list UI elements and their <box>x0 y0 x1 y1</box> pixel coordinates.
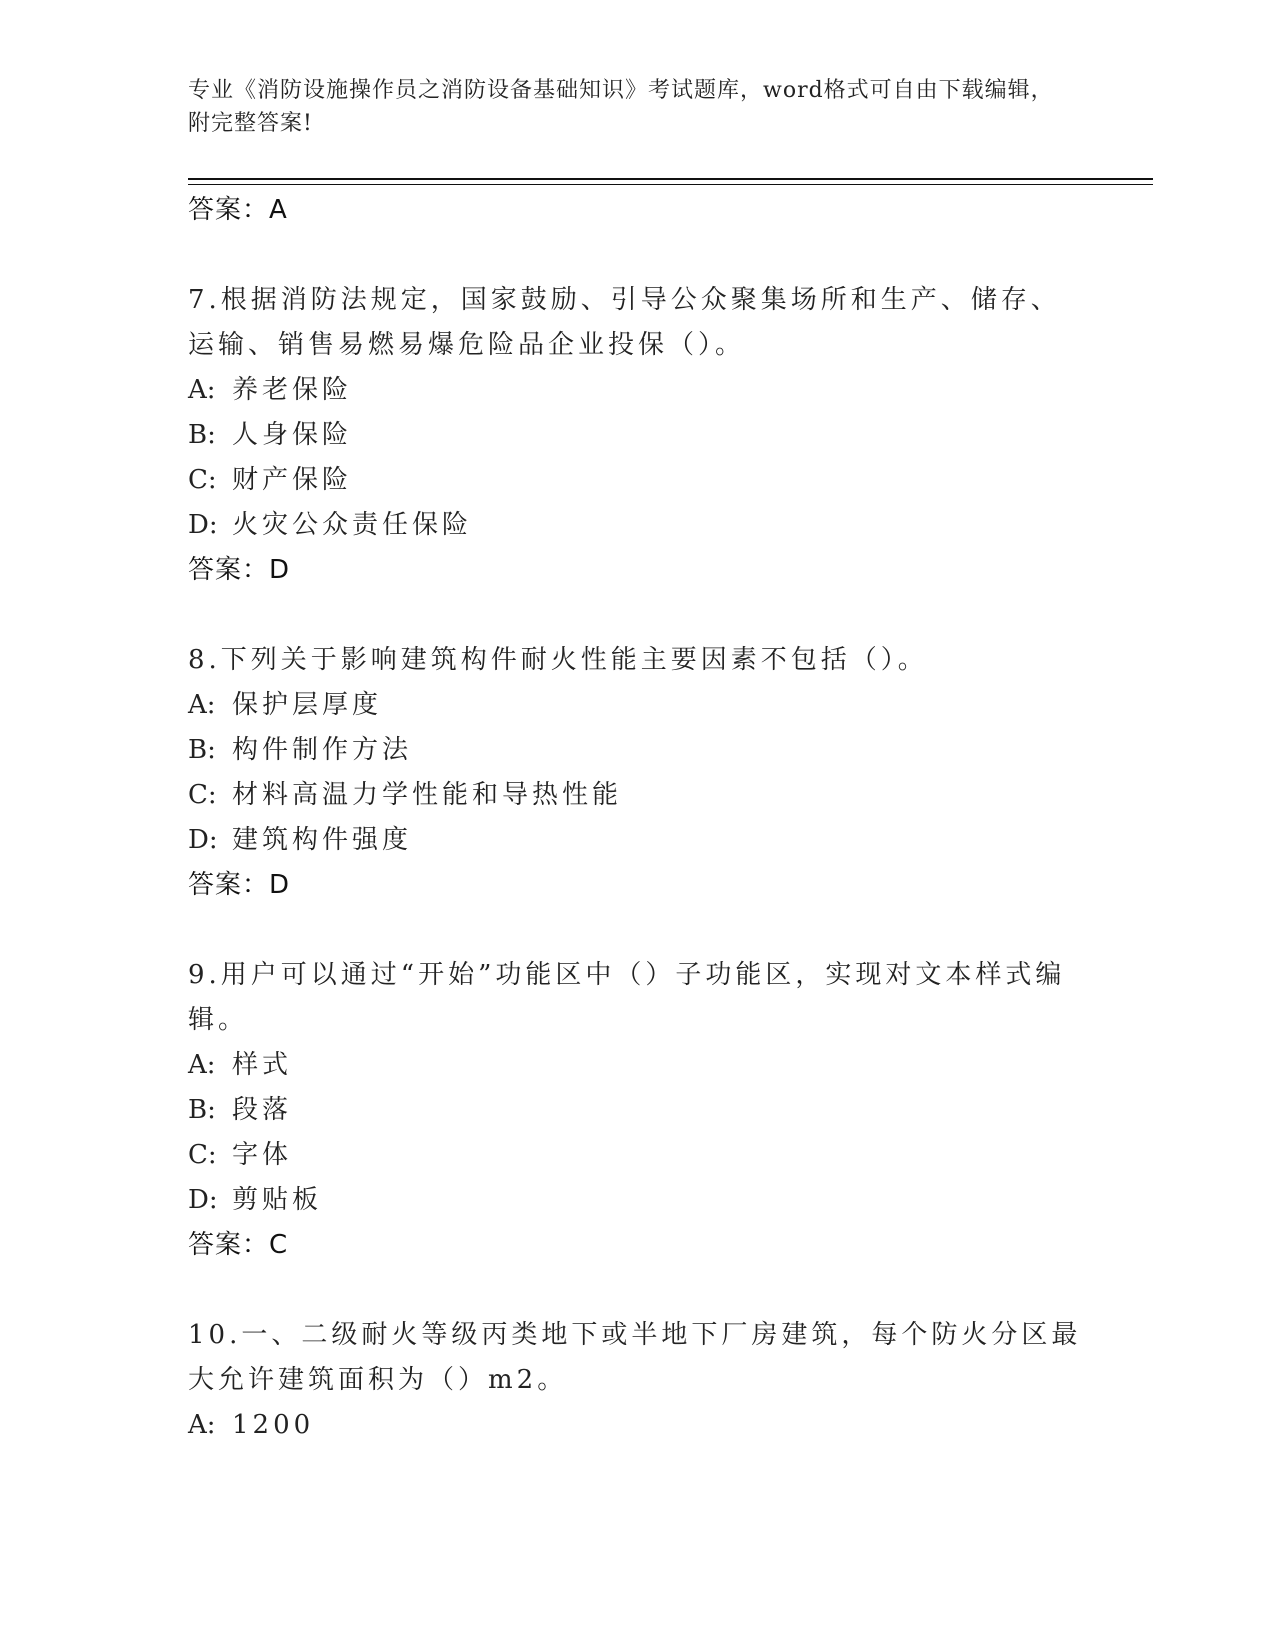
option-a <box>188 1043 1088 1088</box>
option-text: 样式 <box>232 1050 293 1080</box>
header-divider-thin <box>188 184 1153 185</box>
option-a <box>188 1403 1088 1448</box>
page-header-text: 专业《消防设施操作员之消防设备基础知识》考试题库，word格式可自由下载编辑，附完整答案! <box>188 78 1054 136</box>
answer-line: 答案：C <box>188 1230 289 1260</box>
option-text: 字体 <box>232 1140 293 1170</box>
answer-line: 答案：D <box>188 555 291 585</box>
option-a <box>188 683 1088 728</box>
question-stem: 9.用户可以通过“开始”功能区中（）子功能区，实现对文本样式编辑。 <box>188 960 1066 1035</box>
question-item <box>188 953 1088 1267</box>
question-stem: 8.下列关于影响建筑构件耐火性能主要因素不包括（）。 <box>188 645 928 675</box>
option-c <box>188 458 1088 503</box>
option-key: D: <box>188 510 218 540</box>
option-key: B: <box>188 735 216 765</box>
option-text: 火灾公众责任保险 <box>232 510 473 540</box>
question-item <box>188 1313 1088 1448</box>
option-a <box>188 368 1088 413</box>
question-stem: 10.一、二级耐火等级丙类地下或半地下厂房建筑，每个防火分区最大允许建筑面积为（）m2。 <box>188 1320 1082 1395</box>
option-key: A: <box>188 1050 216 1080</box>
question-item <box>188 278 1088 592</box>
option-key: C: <box>188 1140 217 1170</box>
option-c <box>188 1133 1088 1178</box>
option-text: 材料高温力学性能和导热性能 <box>232 780 623 810</box>
option-text: 构件制作方法 <box>232 735 413 765</box>
option-d <box>188 818 1088 863</box>
option-key: D: <box>188 825 218 855</box>
option-key: A: <box>188 1410 216 1440</box>
option-text: 财产保险 <box>232 465 353 495</box>
option-text: 人身保险 <box>232 420 353 450</box>
question-item <box>188 638 1088 907</box>
answer-line: 答案：A <box>188 195 288 225</box>
question-list <box>188 188 1088 1448</box>
option-b <box>188 413 1088 458</box>
option-key: C: <box>188 780 217 810</box>
option-b <box>188 728 1088 773</box>
option-key: A: <box>188 375 216 405</box>
option-text: 保护层厚度 <box>232 690 383 720</box>
option-key: B: <box>188 420 216 450</box>
option-text: 1200 <box>232 1410 315 1440</box>
header-divider-thick <box>188 178 1153 180</box>
option-key: C: <box>188 465 217 495</box>
option-text: 养老保险 <box>232 375 353 405</box>
option-b <box>188 1088 1088 1133</box>
option-key: D: <box>188 1185 218 1215</box>
option-d <box>188 1178 1088 1223</box>
option-text: 段落 <box>232 1095 293 1125</box>
option-text: 建筑构件强度 <box>232 825 413 855</box>
option-d <box>188 503 1088 548</box>
option-text: 剪贴板 <box>232 1185 323 1215</box>
question-stem: 7.根据消防法规定，国家鼓励、引导公众聚集场所和生产、储存、运输、销售易燃易爆危险品企业投保（）。 <box>188 285 1061 360</box>
option-key: B: <box>188 1095 216 1125</box>
option-c <box>188 773 1088 818</box>
option-key: A: <box>188 690 216 720</box>
answer-line: 答案：D <box>188 870 291 900</box>
